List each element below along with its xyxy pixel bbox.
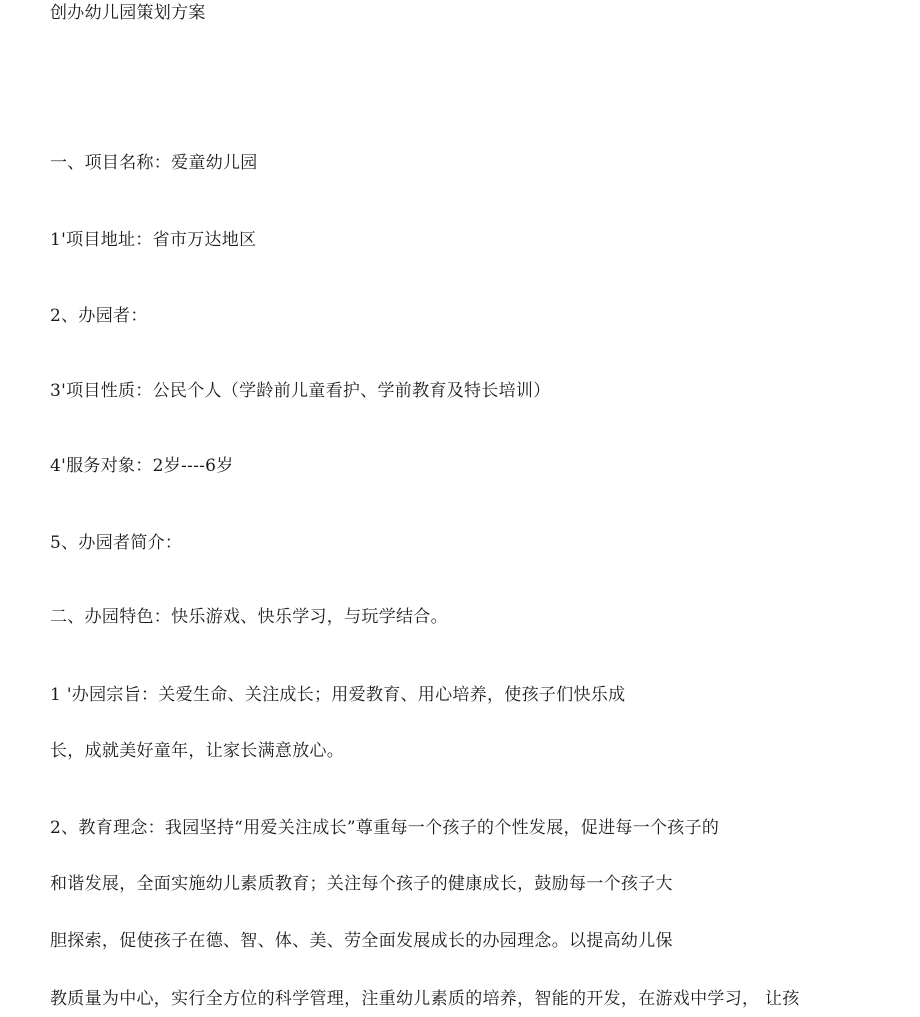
document-title: 创办幼儿园策划方案 [50, 3, 206, 23]
paragraph-line: 5、办园者简介： [50, 533, 183, 553]
paragraph-line: 3'项目性质：公民个人（学龄前儿童看护、学前教育及特长培训） [50, 381, 551, 401]
paragraph-line: 一、项目名称：爱童幼儿园 [50, 153, 258, 173]
paragraph-line: 1'项目地址：省市万达地区 [50, 230, 257, 250]
paragraph-line: 二、办园特色：快乐游戏、快乐学习，与玩学结合。 [50, 607, 448, 627]
paragraph-line: 2、教育理念：我园坚持“用爱关注成长”尊重每一个孩子的个性发展，促进每一个孩子的 [50, 818, 720, 838]
paragraph-line: 4'服务对象：2岁----6岁 [50, 456, 234, 476]
paragraph-line: 胆探索，促使孩子在德、智、体、美、劳全面发展成长的办园理念。以提高幼儿保 [50, 931, 673, 951]
paragraph-line: 1 '办园宗旨：关爱生命、关注成长；用爱教育、用心培养，使孩子们快乐成 [50, 685, 626, 705]
paragraph-line: 2、办园者： [50, 306, 148, 326]
paragraph-line: 教质量为中心，实行全方位的科学管理，注重幼儿素质的培养，智能的开发，在游戏中学习， 让孩 [50, 989, 800, 1009]
paragraph-line: 和谐发展，全面实施幼儿素质教育；关注每个孩子的健康成长，鼓励每一个孩子大 [50, 874, 673, 894]
paragraph-line: 长，成就美好童年，让家长满意放心。 [50, 741, 345, 761]
